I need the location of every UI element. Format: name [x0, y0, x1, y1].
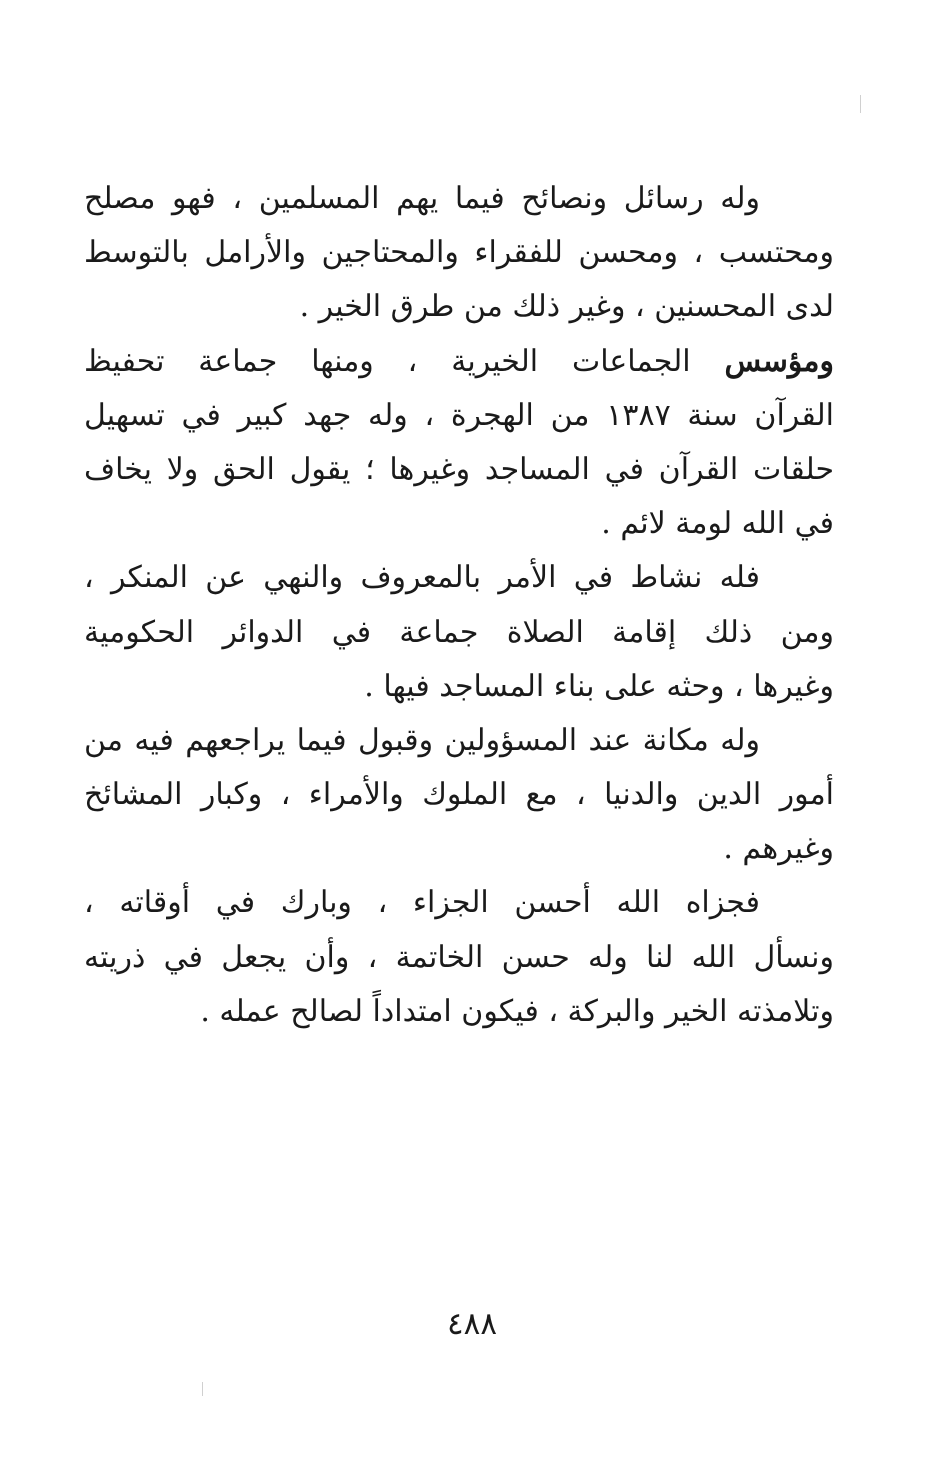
text-line	[84, 335, 834, 389]
text-line: ومن ذلك إقامة الصلاة جماعة في الدوائر الحكومية	[84, 614, 834, 650]
text-line: فجزاه الله أحسن الجزاء ، وبارك في أوقاته ،	[84, 885, 760, 921]
text-line: ومحتسب ، ومحسن للفقراء والمحتاجين والأرامل بالتوسط	[84, 235, 834, 271]
text-line: فله نشاط في الأمر بالمعروف والنهي عن المنكر ،	[84, 560, 760, 596]
scan-artifact-line	[202, 1382, 203, 1396]
text-line: وغيرها ، وحثه على بناء المساجد فيها .	[364, 668, 834, 704]
text-line: في الله لومة لائم .	[601, 506, 834, 542]
text-line: وله رسائل ونصائح فيما يهم المسلمين ، فهو مصلح	[84, 181, 760, 216]
text-line: لدى المحسنين ، وغير ذلك من طرق الخير .	[299, 289, 834, 325]
page-number: ٤٨٨	[447, 1306, 497, 1342]
page-body	[84, 172, 834, 1039]
text-line: وتلامذته الخير والبركة ، فيكون امتداداً لصالح عمله .	[200, 993, 834, 1029]
text-line: أمور الدين والدنيا ، مع الملوك والأمراء ، وكبار المشائخ	[84, 777, 834, 813]
text-line-rest: الجماعات الخيرية ، ومنها جماعة تحفيظ	[84, 343, 691, 379]
scan-artifact-line	[860, 95, 861, 113]
text-line: ونسأل الله لنا وله حسن الخاتمة ، وأن يجعل في ذريته	[84, 939, 834, 975]
text-line: وغيرهم .	[723, 831, 834, 867]
text-line: القرآن سنة ١٣٨٧ من الهجرة ، وله جهد كبير في تسهيل	[84, 397, 834, 433]
text-line: وله مكانة عند المسؤولين وقبول فيما يراجعهم فيه من	[84, 722, 760, 758]
text-line: حلقات القرآن في المساجد وغيرها ؛ يقول الحق ولا يخاف	[84, 451, 834, 487]
paragraph-lead-word: ومؤسس	[724, 343, 834, 379]
